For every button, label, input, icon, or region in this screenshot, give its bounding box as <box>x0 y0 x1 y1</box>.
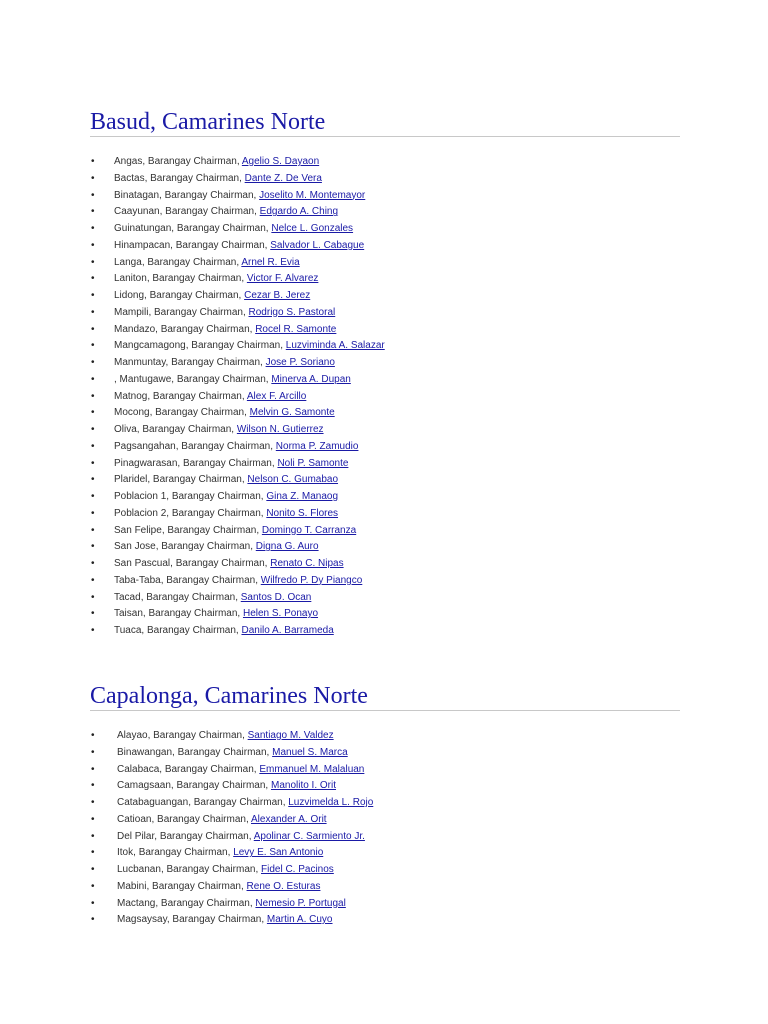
barangay-name: Poblacion 1 <box>114 491 167 502</box>
list-item <box>90 862 680 879</box>
separator: , <box>166 507 172 519</box>
chairman-name-link[interactable]: Alex F. Arcillo <box>246 390 307 402</box>
chairman-name-link[interactable]: Rocel R. Samonte <box>255 323 337 335</box>
separator: , <box>147 474 153 486</box>
separator: , <box>148 306 155 318</box>
barangay-name: Angas <box>114 156 143 167</box>
bullet-icon: • <box>91 558 95 569</box>
barangay-name: Mocong <box>114 407 150 419</box>
bullet-icon: • <box>91 608 95 620</box>
role-label: Barangay Chairman <box>193 797 283 808</box>
role-label: Barangay Chairman <box>181 440 271 452</box>
role-label: Barangay Chairman <box>152 474 242 486</box>
role-label: Barangay Chairman <box>160 897 250 909</box>
separator: , <box>133 847 139 859</box>
role-label: Barangay Chairman <box>191 340 281 352</box>
barangay-name: Pagsangahan <box>114 440 176 452</box>
bullet-icon: • <box>91 273 95 285</box>
separator: , <box>166 491 172 502</box>
bullet-icon: • <box>91 797 95 808</box>
role-label: Barangay Chairman <box>152 880 241 892</box>
chairman-name-link[interactable]: Manuel S. Marca <box>272 746 348 758</box>
separator: , <box>256 524 262 536</box>
separator: , <box>253 189 260 201</box>
separator: , <box>170 780 177 792</box>
section-basud <box>90 108 680 640</box>
bullet-icon: • <box>91 746 95 758</box>
chairman-name-link[interactable]: Joselito M. Montemayor <box>259 189 366 201</box>
separator: , <box>159 206 166 218</box>
list-item <box>90 271 680 288</box>
bullet-icon: • <box>91 474 95 486</box>
separator: , <box>142 608 149 620</box>
separator: , <box>159 189 165 201</box>
bullet-icon: • <box>91 223 95 234</box>
separator: , <box>245 813 251 825</box>
role-label: Barangay Chairman <box>159 830 249 842</box>
list-item <box>90 896 680 913</box>
list-item <box>90 188 680 205</box>
bullet-icon: • <box>91 763 95 775</box>
role-label: Barangay Chairman <box>176 223 266 234</box>
list-item <box>90 456 680 473</box>
bullet-icon: • <box>91 373 95 385</box>
chairman-name-link[interactable]: Wilfredo P. Dy Piangco <box>260 574 363 586</box>
list-item <box>90 439 680 456</box>
bullet-icon: • <box>91 407 95 419</box>
chairman-name-link[interactable]: Luzvimelda L. Rojo <box>288 797 374 808</box>
chairman-name-link[interactable]: Domingo T. Carranza <box>261 524 357 536</box>
separator: , <box>248 830 254 842</box>
barangay-name: Itok <box>117 847 134 859</box>
separator: , <box>271 457 278 469</box>
bullet-icon: • <box>91 780 95 792</box>
separator: , <box>244 407 250 419</box>
barangay-name: Magsaysay <box>117 914 167 926</box>
bullet-icon: • <box>91 880 95 892</box>
separator: , <box>177 457 183 469</box>
bullet-icon: • <box>91 491 95 502</box>
barangay-name: Mangcamagong <box>114 340 186 352</box>
separator: , <box>241 474 248 486</box>
separator: , <box>154 830 160 842</box>
bullet-icon: • <box>91 357 95 368</box>
barangay-name: Bactas <box>114 172 145 184</box>
list-item <box>90 255 680 272</box>
chairman-name-link[interactable]: Santiago M. Valdez <box>247 730 334 741</box>
list-item <box>90 489 680 506</box>
barangay-name: San Felipe <box>114 524 162 536</box>
role-label: Barangay Chairman <box>157 813 246 825</box>
separator: , <box>241 273 247 285</box>
list-item <box>90 154 680 171</box>
list-item <box>90 238 680 255</box>
barangay-name: Del Pilar <box>117 830 155 842</box>
separator: , <box>280 340 286 352</box>
list-item <box>90 912 680 929</box>
chairman-name-link[interactable]: Nelce L. Gonzales <box>271 223 354 234</box>
separator: , <box>265 223 272 234</box>
separator: , <box>282 797 289 808</box>
chairman-name-link[interactable]: Arnel R. Evia <box>241 256 300 268</box>
barangay-name: Mactang <box>117 897 156 909</box>
barangay-name: Hinampacan <box>114 239 171 251</box>
separator: , <box>255 574 261 586</box>
chairman-name-link[interactable]: Minerva A. Dupan <box>271 373 351 385</box>
role-label: Barangay Chairman <box>182 457 272 469</box>
role-label: Barangay Chairman <box>146 591 236 603</box>
bullet-icon: • <box>91 730 95 741</box>
list-item <box>90 422 680 439</box>
role-label: Barangay Chairman <box>152 273 242 285</box>
role-label: Barangay Chairman <box>166 574 256 586</box>
barangay-name: Manmuntay <box>114 357 166 368</box>
list-item <box>90 338 680 355</box>
section-title: Capalonga, Camarines Norte <box>90 682 680 711</box>
chairman-name-link[interactable]: Manolito I. Orit <box>270 780 337 792</box>
separator: , <box>160 574 167 586</box>
bullet-icon: • <box>91 189 95 201</box>
separator: , <box>235 625 242 636</box>
chairman-name-link[interactable]: Nelson C. Gumabao <box>247 474 339 486</box>
role-label: Barangay Chairman <box>154 306 243 318</box>
chairman-name-link[interactable]: Santos D. Ocan <box>240 591 312 603</box>
separator: , <box>265 373 272 385</box>
separator: , <box>170 239 176 251</box>
list-item <box>90 728 680 745</box>
list-item <box>90 355 680 372</box>
separator: , <box>239 172 245 184</box>
chairman-name-link[interactable]: Salvador L. Cabague <box>270 239 365 251</box>
separator: , <box>155 323 161 335</box>
bullet-icon: • <box>91 507 95 519</box>
list-item <box>90 762 680 779</box>
bullet-icon: • <box>91 524 95 536</box>
chairman-name-link[interactable]: Melvin G. Samonte <box>249 407 335 419</box>
chairman-name-link[interactable]: Nemesio P. Portugal <box>255 897 346 909</box>
list-item <box>90 204 680 221</box>
role-label: Barangay Chairman <box>172 914 262 926</box>
barangay-name: Langa <box>114 256 142 268</box>
list-item <box>90 829 680 846</box>
list-item <box>90 322 680 339</box>
role-label: Barangay Chairman <box>177 746 267 758</box>
role-label: Barangay Chairman <box>167 524 257 536</box>
barangay-name: Lucbanan <box>117 864 161 875</box>
separator: , <box>149 407 156 419</box>
chairman-name-link[interactable]: Jose P. Soriano <box>265 357 335 368</box>
separator: , <box>266 746 273 758</box>
chairman-name-link[interactable]: Helen S. Ponayo <box>242 608 319 620</box>
barangay-name: Guinatungan <box>114 223 172 234</box>
bullet-icon: • <box>91 574 95 586</box>
separator: , <box>172 746 178 758</box>
role-label: Barangay Chairman <box>153 730 243 741</box>
separator: , <box>264 558 271 569</box>
role-label: Barangay Chairman <box>147 156 237 167</box>
list-item <box>90 405 680 422</box>
separator: , <box>171 373 177 385</box>
barangay-name: Binawangan <box>117 746 173 758</box>
role-label: Barangay Chairman <box>176 780 266 792</box>
role-label: Barangay Chairman <box>171 491 261 502</box>
separator: , <box>236 156 242 167</box>
list-item <box>90 623 680 640</box>
separator: , <box>171 223 177 234</box>
role-label: Barangay Chairman <box>171 357 261 368</box>
section-title: Basud, Camarines Norte <box>90 108 680 137</box>
list-item <box>90 372 680 389</box>
barangay-name: Tuaca <box>114 625 142 636</box>
barangay-name: Caayunan <box>114 206 160 218</box>
separator: , <box>264 239 271 251</box>
barangay-name: Taba-Taba <box>114 574 161 586</box>
separator: , <box>159 763 165 775</box>
separator: , <box>140 591 147 603</box>
bullet-icon: • <box>91 306 95 318</box>
barangay-name: Lidong <box>114 290 145 301</box>
bullet-icon: • <box>91 156 95 167</box>
barangay-name: Tacad <box>114 591 141 603</box>
list-item <box>90 472 680 489</box>
role-label: Barangay Chairman <box>138 847 228 859</box>
role-label: Barangay Chairman <box>152 390 242 402</box>
list-item <box>90 590 680 607</box>
list-item <box>90 389 680 406</box>
chairman-name-link[interactable]: Luzviminda A. Salazar <box>285 340 385 352</box>
barangay-name: Catioan <box>117 813 152 825</box>
chairman-name-link[interactable]: Edgardo A. Ching <box>259 206 339 218</box>
list-item <box>90 573 680 590</box>
chairman-name-link[interactable]: Martin A. Cuyo <box>266 914 333 926</box>
chairman-name-link[interactable]: Agelio S. Dayaon <box>241 156 320 167</box>
separator: , <box>161 524 168 536</box>
separator: , <box>147 730 154 741</box>
chairman-list <box>90 728 680 929</box>
role-label: Barangay Chairman <box>175 558 265 569</box>
bullet-icon: • <box>91 290 95 301</box>
separator: , <box>249 897 256 909</box>
separator: , <box>253 763 260 775</box>
bullet-icon: • <box>91 239 95 251</box>
barangay-name: Catabaguangan <box>117 797 189 808</box>
chairman-name-link[interactable]: Renato C. Nipas <box>270 558 344 569</box>
barangay-name: Alayao <box>117 730 148 741</box>
role-label: Barangay Chairman <box>150 172 240 184</box>
role-label: Barangay Chairman <box>176 373 266 385</box>
chairman-name-link[interactable]: Rodrigo S. Pastoral <box>248 306 336 318</box>
chairman-name-link[interactable]: Levy E. San Antonio <box>233 847 324 859</box>
separator: , <box>144 290 150 301</box>
chairman-name-link[interactable]: Alexander A. Orit <box>250 813 327 825</box>
separator: , <box>238 290 245 301</box>
barangay-name: Oliva <box>114 424 137 435</box>
list-item <box>90 523 680 540</box>
chairman-name-link[interactable]: Nonito S. Flores <box>266 507 339 519</box>
separator: , <box>270 440 276 452</box>
separator: , <box>155 541 162 553</box>
role-label: Barangay Chairman <box>146 625 236 636</box>
separator: , <box>249 323 256 335</box>
separator: , <box>265 780 271 792</box>
barangay-name: Mampili <box>114 306 149 318</box>
bullet-icon: • <box>91 206 95 218</box>
section-capalonga <box>90 682 680 929</box>
barangay-name: Mabini <box>117 880 147 892</box>
role-label: Barangay Chairman <box>164 189 254 201</box>
bullet-icon: • <box>91 914 95 926</box>
barangay-name: San Pascual <box>114 558 171 569</box>
separator: , <box>185 340 192 352</box>
separator: , <box>241 390 247 402</box>
list-item <box>90 288 680 305</box>
list-item <box>90 539 680 556</box>
chairman-name-link[interactable]: Noli P. Samonte <box>277 457 349 469</box>
list-item <box>90 506 680 523</box>
bullet-icon: • <box>91 424 95 435</box>
list-item <box>90 171 680 188</box>
role-label: Barangay Chairman <box>160 323 250 335</box>
chairman-name-link[interactable]: Digna G. Auro <box>255 541 319 553</box>
bullet-icon: • <box>91 340 95 352</box>
list-item <box>90 745 680 762</box>
separator: , <box>166 914 173 926</box>
separator: , <box>235 591 241 603</box>
chairman-name-link[interactable]: Gina Z. Manaog <box>266 491 339 502</box>
separator: , <box>136 424 143 435</box>
list-item <box>90 845 680 862</box>
role-label: Barangay Chairman <box>149 290 239 301</box>
chairman-name-link[interactable]: Emmanuel M. Malaluan <box>259 763 365 775</box>
bullet-icon: • <box>91 440 95 452</box>
bullet-icon: • <box>91 847 95 859</box>
separator: , <box>175 440 182 452</box>
chairman-name-link[interactable]: Victor F. Alvarez <box>246 273 319 285</box>
bullet-icon: • <box>91 591 95 603</box>
separator: , <box>240 880 247 892</box>
chairman-name-link[interactable]: Rene O. Esturas <box>246 880 321 892</box>
separator: , <box>188 797 194 808</box>
separator: , <box>250 541 256 553</box>
barangay-name: Calabaca <box>117 763 160 775</box>
bullet-icon: • <box>91 256 95 268</box>
separator: , <box>260 357 266 368</box>
barangay-name: Pinagwarasan <box>114 457 178 469</box>
role-label: Barangay Chairman <box>165 206 255 218</box>
role-label: Barangay Chairman <box>161 541 251 553</box>
separator: , <box>255 864 261 875</box>
separator: , <box>237 608 243 620</box>
separator: , <box>146 273 153 285</box>
chairman-name-link[interactable]: Norma P. Zamudio <box>275 440 359 452</box>
list-item <box>90 778 680 795</box>
separator: , <box>165 357 172 368</box>
role-label: Barangay Chairman <box>142 424 232 435</box>
bullet-icon: • <box>91 625 95 636</box>
barangay-name: Plaridel <box>114 474 148 486</box>
barangay-name: Binatagan <box>114 189 160 201</box>
separator: , <box>142 156 148 167</box>
bullet-icon: • <box>91 172 95 184</box>
bullet-icon: • <box>91 813 95 825</box>
separator: , <box>151 813 158 825</box>
chairman-name-link[interactable]: Fidel C. Pacinos <box>261 864 334 875</box>
separator: , <box>227 847 234 859</box>
barangay-name: Poblacion 2 <box>114 507 167 519</box>
bullet-icon: • <box>91 864 95 875</box>
chairman-name-link[interactable]: Apolinar C. Sarmiento Jr. <box>253 830 365 842</box>
bullet-icon: • <box>91 457 95 469</box>
separator: , <box>146 880 153 892</box>
list-item <box>90 795 680 812</box>
separator: , <box>160 864 167 875</box>
separator: , <box>141 256 148 268</box>
barangay-name: Matnog <box>114 390 148 402</box>
bullet-icon: • <box>91 541 95 553</box>
list-item <box>90 812 680 829</box>
separator: , <box>231 424 237 435</box>
bullet-icon: • <box>91 390 95 402</box>
barangay-name: Mandazo <box>114 323 156 335</box>
barangay-name: Taisan <box>114 608 143 620</box>
separator: , <box>170 558 176 569</box>
separator: , <box>144 172 151 184</box>
separator: , <box>260 507 267 519</box>
role-label: Barangay Chairman <box>175 239 265 251</box>
role-label: Barangay Chairman <box>171 507 261 519</box>
role-label: Barangay Chairman <box>147 256 237 268</box>
separator: , <box>260 491 267 502</box>
list-item <box>90 879 680 896</box>
barangay-name: Camagsaan <box>117 780 171 792</box>
barangay-name: , Mantugawe <box>114 373 172 385</box>
separator: , <box>236 256 242 268</box>
chairman-name-link[interactable]: Danilo A. Barrameda <box>241 625 334 636</box>
list-item <box>90 556 680 573</box>
chairman-name-link[interactable]: Dante Z. De Vera <box>244 172 322 184</box>
chairman-list <box>90 154 680 640</box>
separator: , <box>261 914 267 926</box>
separator: , <box>242 730 248 741</box>
role-label: Barangay Chairman <box>166 864 256 875</box>
separator: , <box>155 897 161 909</box>
role-label: Barangay Chairman <box>155 407 245 419</box>
separator: , <box>147 390 153 402</box>
list-item <box>90 305 680 322</box>
separator: , <box>254 206 260 218</box>
barangay-name: San Jose <box>114 541 156 553</box>
chairman-name-link[interactable]: Cezar B. Jerez <box>244 290 311 301</box>
separator: , <box>141 625 147 636</box>
list-item <box>90 221 680 238</box>
bullet-icon: • <box>91 323 95 335</box>
role-label: Barangay Chairman <box>148 608 238 620</box>
bullet-icon: • <box>91 830 95 842</box>
separator: , <box>242 306 249 318</box>
bullet-icon: • <box>91 897 95 909</box>
role-label: Barangay Chairman <box>164 763 254 775</box>
chairman-name-link[interactable]: Wilson N. Gutierrez <box>236 424 324 435</box>
list-item <box>90 606 680 623</box>
barangay-name: Laniton <box>114 273 147 285</box>
